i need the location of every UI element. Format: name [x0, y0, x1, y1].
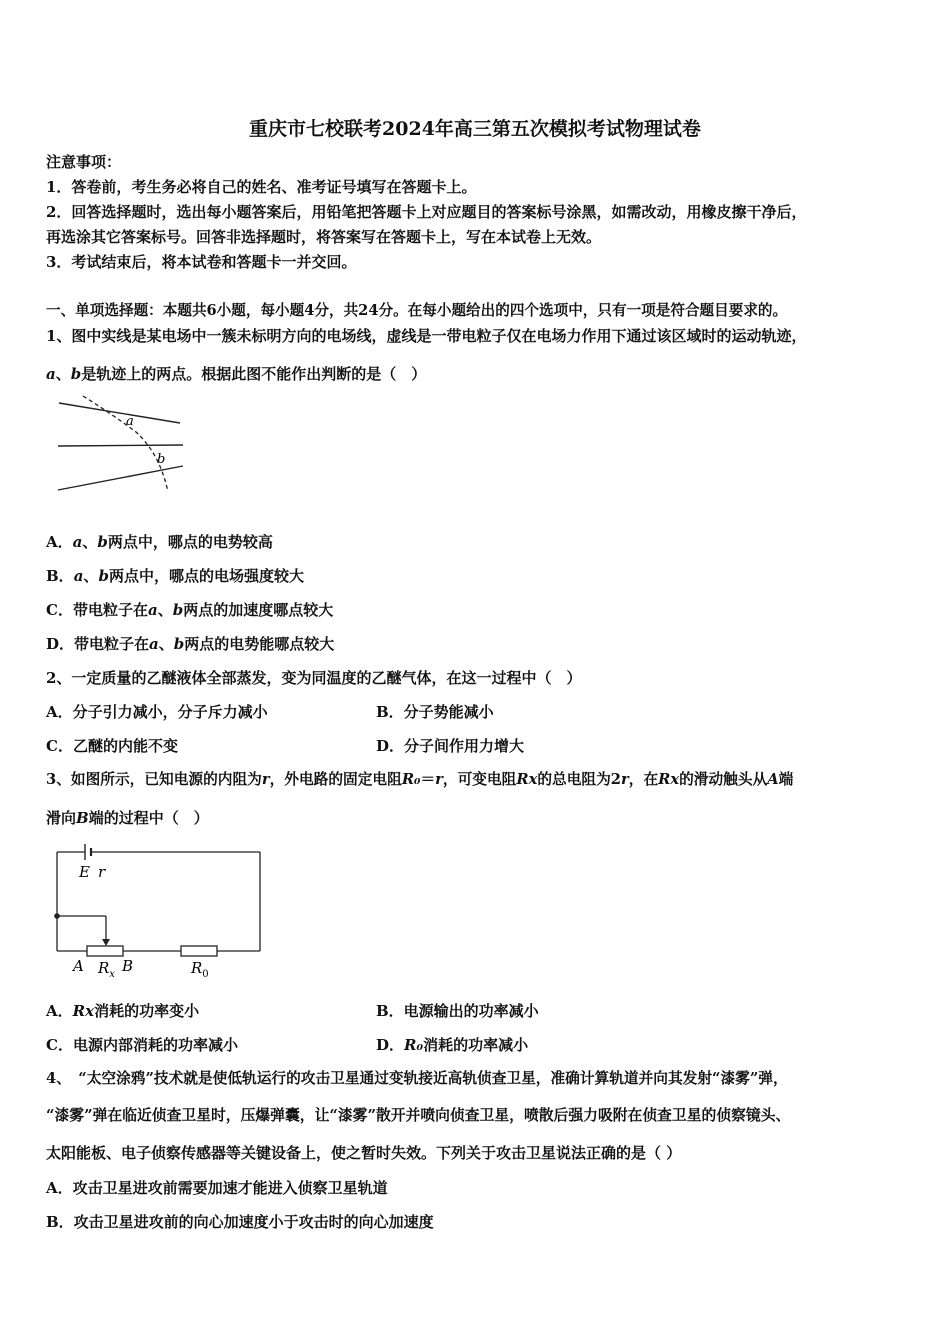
rheostat-rx — [87, 946, 123, 956]
var-b-end: B — [76, 809, 89, 827]
circuit-figure — [48, 840, 268, 980]
q3-stem-line-1 — [46, 770, 793, 790]
q4-stem-line-1: 4、 “太空涂鸦”技术就是使低轨运行的攻击卫星通过变轨接近高轨侦查卫星，准确计算轨道并向其发射“漆雾”弹， — [46, 1070, 788, 1087]
resistor-r0 — [181, 946, 217, 956]
notice-heading: 注意事项： — [46, 153, 122, 171]
text: ，在 — [628, 771, 659, 788]
q4-option-b: B．攻击卫星进攻前的向心加速度小于攻击时的向心加速度 — [46, 1213, 434, 1231]
text: D． — [376, 1036, 405, 1054]
q1-stem-line-2 — [46, 364, 426, 384]
q1-option-a — [46, 532, 273, 552]
notice-item-2-line-1: 2．回答选择题时，选出每小题答案后，用铅笔把答题卡上对应题目的答案标号涂黑，如需改动，用橡皮擦干净后， — [46, 203, 807, 221]
electric-field-figure — [50, 392, 190, 502]
text: 滑向 — [46, 809, 77, 827]
point-label-b: b — [157, 452, 166, 467]
field-line-3 — [58, 466, 183, 490]
var-a: a — [149, 635, 159, 653]
label-a: A — [73, 957, 84, 975]
text: 两点的电势能哪点较大 — [184, 635, 335, 653]
var-r0: R₀ — [404, 1036, 424, 1054]
section-heading: 一、单项选择题：本题共6小题，每小题4分，共24分。在每小题给出的四个选项中，只有一项是符合题目要求的。 — [46, 302, 788, 319]
text: 端 — [778, 771, 794, 788]
text: D．带电粒子在 — [46, 635, 150, 653]
var-a: a — [72, 533, 83, 551]
q1-stem-line-1: 1、图中实线是某电场中一簇未标明方向的电场线，虚线是一带电粒子仅在电场力作用下通过该区域时的运动轨迹， — [46, 327, 807, 345]
separator: 、 — [158, 635, 174, 653]
q3-option-c: C．电源内部消耗的功率减小 — [46, 1036, 238, 1054]
var-rx: Rx — [72, 1002, 95, 1020]
var-rx: Rx — [516, 771, 538, 788]
var-r: r — [621, 771, 629, 788]
var-r: r — [261, 771, 270, 788]
var-rx: Rx — [658, 771, 680, 788]
text: 端的过程中（ ） — [88, 809, 209, 827]
var-b: b — [172, 601, 184, 619]
text: 是轨迹上的两点。根据此图不能作出判断的是（ ） — [81, 365, 427, 383]
notice-item-3: 3．考试结束后，将本试卷和答题卡一并交回。 — [46, 253, 357, 271]
label-r0 — [190, 959, 209, 980]
text: 的滑动触头从 — [679, 771, 768, 788]
q1-option-b — [46, 566, 304, 586]
q2-option-c: C．乙醚的内能不变 — [46, 737, 178, 755]
q3-option-b: B．电源输出的功率减小 — [376, 1002, 539, 1020]
var-b: b — [173, 635, 185, 653]
q2-option-a: A．分子引力减小，分子斥力减小 — [46, 703, 268, 721]
q3-option-a — [46, 1001, 199, 1021]
text: 消耗的功率变小 — [94, 1002, 200, 1020]
separator: 、 — [157, 601, 173, 619]
text: C．带电粒子在 — [46, 601, 148, 619]
q4-option-a: A．攻击卫星进攻前需要加速才能进入侦察卫星轨道 — [46, 1179, 388, 1197]
var-b: b — [70, 365, 82, 383]
slider-arrow — [102, 939, 110, 946]
text: ，外电路的固定电阻 — [269, 771, 402, 788]
q1-option-d — [46, 634, 334, 654]
label-rx-sub: x — [109, 969, 115, 980]
var-b: b — [98, 567, 109, 585]
text: 两点中，哪点的电场强度较大 — [108, 567, 304, 585]
separator: 、 — [55, 365, 71, 383]
q2-option-d: D．分子间作用力增大 — [376, 737, 525, 755]
text: ＝ — [420, 771, 436, 788]
label-rx-main: R — [98, 959, 110, 977]
var-a: a — [147, 601, 158, 619]
field-line-2 — [58, 445, 183, 446]
q3-stem-line-2 — [46, 808, 209, 828]
text: B． — [46, 567, 74, 585]
text: 的总电阻为2 — [537, 771, 621, 788]
point-label-a: a — [126, 414, 134, 429]
label-r: r — [98, 863, 106, 881]
text: 消耗的功率减小 — [423, 1036, 529, 1054]
var-a-end: A — [767, 771, 779, 788]
q4-stem-line-2: “漆雾”弹在临近侦查卫星时，压爆弹囊，让“漆雾”散开并喷向侦查卫星，喷散后强力吸附在侦查卫星的侦察镜头、 — [46, 1107, 791, 1124]
label-r0-sub: 0 — [202, 969, 209, 980]
separator: 、 — [82, 533, 98, 551]
text: 两点中，哪点的电势较高 — [107, 533, 273, 551]
q3-option-d — [376, 1035, 528, 1055]
page-title: 重庆市七校联考2024年高三第五次模拟考试物理试卷 — [249, 118, 701, 140]
q4-stem-line-3: 太阳能板、电子侦察传感器等关键设备上，使之暂时失效。下列关于攻击卫星说法正确的是（ ） — [46, 1144, 682, 1162]
text: ，可变电阻 — [442, 771, 517, 788]
label-r0-main: R — [191, 959, 203, 977]
text: A． — [46, 533, 73, 551]
q2-stem: 2、一定质量的乙醚液体全部蒸发，变为同温度的乙醚气体，在这一过程中（ ） — [46, 669, 582, 687]
var-a: a — [46, 365, 56, 383]
var-b: b — [97, 533, 108, 551]
text: 两点的加速度哪点较大 — [183, 601, 334, 619]
label-b: B — [122, 957, 134, 975]
notice-item-2-line-2: 再选涂其它答案标号。回答非选择题时，将答案写在答题卡上，写在本试卷上无效。 — [46, 228, 602, 246]
separator: 、 — [83, 567, 99, 585]
var-a: a — [73, 567, 84, 585]
label-e: E — [79, 863, 90, 881]
var-r0: R₀ — [401, 771, 421, 788]
text: 3、如图所示，已知电源的内阻为 — [46, 771, 262, 788]
label-rx — [97, 959, 115, 980]
q1-option-c — [46, 600, 333, 620]
q2-option-b: B．分子势能减小 — [376, 703, 494, 721]
text: A． — [46, 1002, 73, 1020]
notice-item-1: 1．答卷前，考生务必将自己的姓名、准考证号填写在答题卡上。 — [46, 178, 477, 196]
var-r: r — [435, 771, 443, 788]
